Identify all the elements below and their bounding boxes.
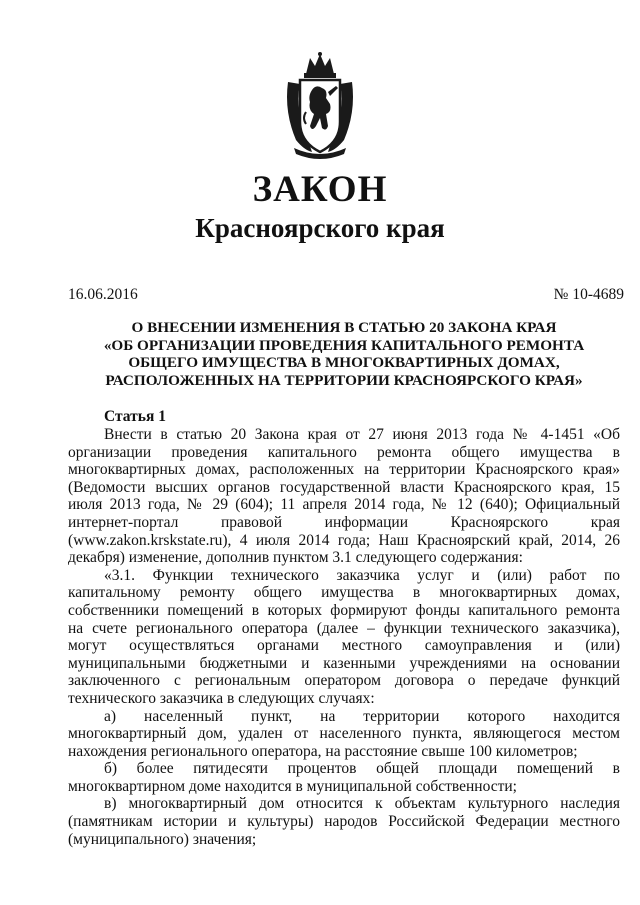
document-date: 16.06.2016 xyxy=(68,286,138,303)
body-line: многоквартирных домах, расположенных на территории Красноярского края» xyxy=(68,461,620,479)
body-line: муниципальными бюджетными и казенными учреждениями на основании xyxy=(68,654,620,672)
krasnoyarsk-coat-of-arms-emblem xyxy=(282,52,358,160)
body-line: многоквартирный дом, удален от населенного пункта, являющегося местом xyxy=(68,725,620,743)
article-title: Статья 1 xyxy=(104,408,166,425)
body-line: технического заказчика в следующих случаях: xyxy=(68,689,375,707)
body-line: собственники помещений в которых формируют фонды капитального ремонта xyxy=(68,601,620,619)
document-subtitle: Красноярского края xyxy=(195,213,445,243)
body-line: организации проведения капитального ремонта общего имущества в xyxy=(68,443,620,461)
heading-line: О ВНЕСЕНИИ ИЗМЕНЕНИЯ В СТАТЬЮ 20 ЗАКОНА КРАЯ xyxy=(131,319,557,336)
body-line: а) населенный пункт, на территории которого находится xyxy=(104,707,620,725)
article-body xyxy=(68,426,620,848)
heading-line: ОБЩЕГО ИМУЩЕСТВА В МНОГОКВАРТИРНЫХ ДОМАХ, xyxy=(128,354,560,371)
body-line: многоквартирном доме находится в муниципальной собственности; xyxy=(68,777,517,795)
body-line: Внести в статью 20 Закона края от 27 июня 2013 года № 4-1451 «Об xyxy=(104,426,620,443)
body-line: на счете регионального оператора (далее – функции технического заказчика), xyxy=(68,619,620,637)
heading-line: «ОБ ОРГАНИЗАЦИИ ПРОВЕДЕНИЯ КАПИТАЛЬНОГО РЕМОНТА xyxy=(103,336,585,354)
heading-line: РАСПОЛОЖЕННЫХ НА ТЕРРИТОРИИ КРАСНОЯРСКОГО КРАЯ» xyxy=(105,371,583,389)
document-title: ЗАКОН xyxy=(252,169,388,210)
body-line: в) многоквартирный дом относится к объектам культурного наследия xyxy=(104,795,620,813)
body-line: (муниципального) значения; xyxy=(68,830,257,848)
body-line: могут осуществляться органами местного самоуправления и (или) xyxy=(68,637,620,655)
body-line: заключенного с региональным оператором договора о передаче функций xyxy=(68,672,620,690)
body-line: (памятникам истории и культуры) народов Российской Федерации местного xyxy=(68,813,620,831)
body-line: б) более пятидесяти процентов общей площади помещений в xyxy=(104,760,620,778)
document-number: № 10-4689 xyxy=(553,286,624,303)
body-line: декабря) изменение, дополнив пунктом 3.1 следующего содержания: xyxy=(68,549,523,567)
body-line: «3.1. Функции технического заказчика услуг и (или) работ по xyxy=(104,566,620,584)
body-line: нахождения регионального оператора, на расстояние свыше 100 километров; xyxy=(68,742,578,760)
body-line: июля 2013 года, № 29 (604); 11 апреля 2014 года, № 12 (640); Официальный xyxy=(68,496,620,514)
body-line: (www.zakon.krskstate.ru), 4 июля 2014 года; Наш Красноярский край, 2014, 26 xyxy=(68,531,620,549)
body-line: интернет-портал правовой информации Красноярского края xyxy=(68,513,620,531)
body-line: (Ведомости высших органов государственной власти Красноярского края, 15 xyxy=(68,478,620,496)
document-heading xyxy=(68,319,620,389)
body-line: капитальному ремонту общего имущества в многоквартирных домах, xyxy=(68,584,620,602)
